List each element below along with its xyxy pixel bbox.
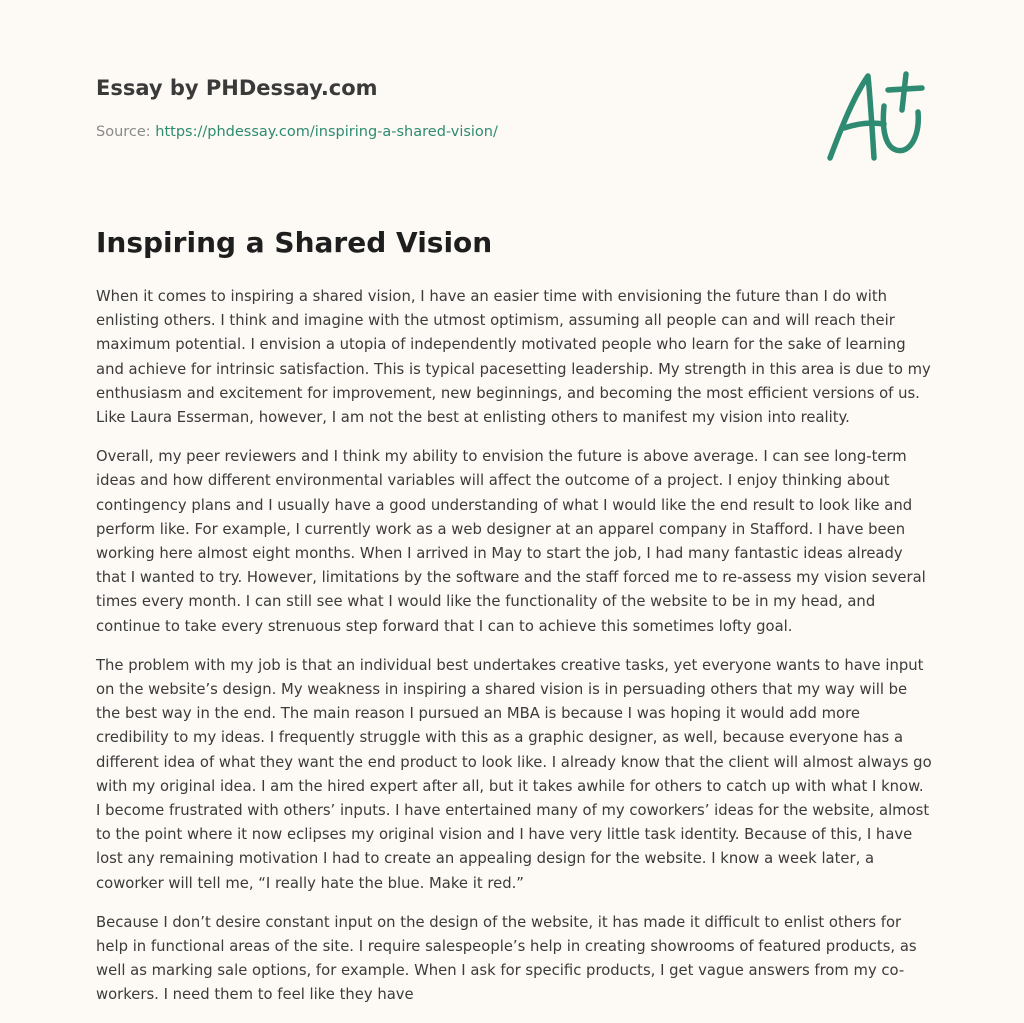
a-plus-logo-icon — [822, 66, 932, 166]
source-label: Source: — [96, 124, 151, 140]
essay-paragraph: When it comes to inspiring a shared vision, I have an easier time with envisioning the future than I do with enlisting others. I think and imagine with the utmost optimism, assuming all people can and will reach their maximum potential. I envision a utopia of independently motivated people who learn for the sake of learning and achieve for intrinsic satisfaction. This is typical pacesetting leadership. My strength in this area is due to my enthusiasm and excitement for improvement, new beginnings, and becoming the most efficient versions of us. Like Laura Esserman, however, I am not the best at enlisting others to manifest my vision into reality. — [96, 288, 931, 427]
essay-title: Inspiring a Shared Vision — [96, 226, 493, 259]
essay-paragraph: Because I don’t desire constant input on the design of the website, it has made it difficult to enlist others for help in functional areas of the site. I require salespeople’s help in creating showrooms of featured products, as well as marking sale options, for example. When I ask for specific products, I get vague answers from my co-workers. I need them to feel like they have — [96, 913, 917, 1004]
site-brand: Essay by PHDessay.com — [96, 76, 378, 100]
essay-paragraph: The problem with my job is that an individual best undertakes creative tasks, yet everyone wants to have input on the website’s design. My weakness in inspiring a shared vision is in persuading others that my way will be the best way in the end. The main reason I pursued an MBA is because I was hoping it would add more credibility to my ideas. I frequently struggle with this as a graphic designer, as well, because everyone has a different idea of what they want the end product to look like. I already know that the client will almost always go with my original idea. I am the hired expert after all, but it takes awhile for others to catch up with what I know. I become frustrated with others’ inputs. I have entertained many of my coworkers’ ideas for the website, almost to the point where it now eclipses my original vision and I have very little task identity. Because of this, I have lost any remaining motivation I had to create an appealing design for the website. I know a week later, a coworker will tell me, “I really hate the blue. Make it red.” — [96, 656, 932, 892]
essay-body — [96, 285, 932, 1023]
essay-paragraph: Overall, my peer reviewers and I think my ability to envision the future is above average. I can see long-term ideas and how different environmental variables will affect the outcome of a project. I enjoy thinking about contingency plans and I usually have a good understanding of what I would like the end result to look like and perform like. For example, I currently work as a web designer at an apparel company in Stafford. I have been working here almost eight months. When I arrived in May to start the job, I had many fantastic ideas already that I wanted to try. However, limitations by the software and the staff forced me to re-assess my vision several times every month. I can still see what I would like the functionality of the website to be in my head, and continue to take every strenuous step forward that I can to achieve this sometimes lofty goal. — [96, 448, 926, 635]
source-link[interactable]: https://phdessay.com/inspiring-a-shared-vision/ — [155, 124, 498, 140]
source-line — [96, 124, 498, 140]
